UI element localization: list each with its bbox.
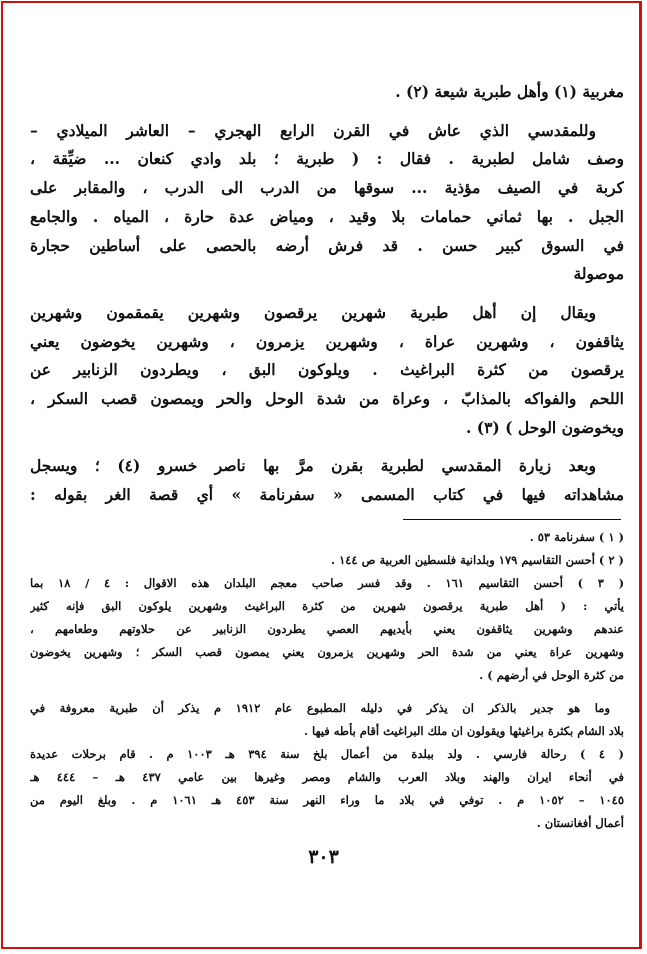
- footnote-line: يأتي : ( أهل طبرية يرقصون شهرين من كثرة البراغيث وشهرين يلوكون البق فإنه كثير: [30, 599, 624, 613]
- footnote-line: ( ٣ ) أحسن التقاسيم ١٦١ . وقد فسر صاحب معجم البلدان هذه الاقوال : ٤ / ١٨ بما: [30, 576, 624, 590]
- text-line: اللحم والفواكه بالمذابّ ، وعراة من شدة الوحل والحر ويمصون قصب السكر ،: [30, 389, 624, 409]
- paragraph-3: [30, 299, 624, 443]
- paragraph-1: [30, 78, 624, 107]
- footnote-separator: [403, 519, 621, 520]
- main-text: [30, 78, 624, 520]
- footnote-line: عندهم وشهرين يثاقفون يعني بأيديهم العصي يطردون الزنابير عن حلاوتهم وطعامهم ،: [30, 622, 624, 636]
- text-line: ويخوضون الوحل ) (٣) .: [465, 417, 624, 437]
- footnote-line: وما هو جدير بالذكر ان يذكر في دليله المطبوع عام ١٩١٢ م يذكر أن طبرية معروفة في: [30, 701, 610, 715]
- footnote-line: أعمال أفغانستان .: [536, 816, 624, 830]
- text-line: الجبل . بها ثماني حمامات بلا وقيد ، ومياض عدة حارة ، المياه . والجامع: [30, 206, 624, 226]
- footnote-line: في أنحاء ايران والهند وبلاد العرب والشام ومصر وغيرها بين عامي ٤٣٧ هـ – ٤٤٤ هـ: [30, 770, 624, 784]
- text-line: وبعد زيارة المقدسي لطبرية بقرن مرَّ بها ناصر خسرو (٤) ؛ ويسجل: [30, 456, 596, 476]
- paragraph-4: [30, 452, 624, 509]
- footnote-line: ( ١ ) سفرنامة ٥٣ .: [529, 530, 624, 544]
- page-number: ٣٠٣: [308, 846, 339, 868]
- footnotes: [30, 526, 624, 835]
- text-line: موصولة: [573, 264, 624, 284]
- text-line: مشاهداته فيها في كتاب المسمى « سفرنامة » أي قصة الغر بقوله :: [30, 485, 624, 505]
- footnote-line: ١٠٤٥ – ١٠٥٢ م . توفي في بلاد ما وراء النهر سنة ٤٥٣ هـ ١٠٦١ م . وبلغ اليوم من: [30, 793, 624, 807]
- footnote-line: وشهرين عراة يعني من شدة الحر وشهرين يزمرون يعني يمصون قصب السكر ؛ وشهرين يخوضون: [30, 645, 624, 659]
- footnote-line: ( ٤ ) رحالة فارسي . ولد ببلدة من أعمال بلخ سنة ٣٩٤ هـ ١٠٠٣ م . قام برحلات عديدة: [30, 747, 624, 761]
- text-line: وصف شامل لطبرية . فقال : ( طبرية ؛ بلد وادي كنعان ... ضيِّقة ،: [30, 149, 624, 169]
- text-line: كربة في الصيف مؤذية ... سوقها من الدرب الى الدرب ، والمقابر على: [30, 178, 624, 198]
- footnote-line: ( ٢ ) أحسن التقاسيم ١٧٩ وبلدانية فلسطين العربية ص ١٤٤ .: [331, 553, 624, 567]
- text-line: وللمقدسي الذي عاش في القرن الرابع الهجري – العاشر الميلادي –: [30, 120, 596, 140]
- text-line: يثاقفون ، وشهرين عراة ، وشهرين يزمرون ، وشهرين يخوضون يعني: [30, 331, 624, 351]
- paragraph-2: [30, 117, 624, 289]
- text-line: في السوق كبير حسن . قد فرش أرضه بالحصى على أساطين حجارة: [30, 235, 624, 255]
- text-line: ويقال إن أهل طبرية شهرين يرقصون وشهرين يقمقمون وشهرين: [30, 302, 596, 322]
- text-line: مغربية (١) وأهل طبرية شيعة (٢) .: [395, 82, 624, 101]
- footnote-gap: [30, 687, 624, 697]
- text-line: يرقصون من كثرة البراغيث . ويلوكون البق ، ويطردون الزنابير عن: [30, 360, 624, 380]
- footnote-line: بلاد الشام بكثرة براغيثها ويقولون ان ملك البراغيث أقام بأطه فيها .: [303, 724, 624, 738]
- footnote-line: من كثرة الوحل في أرضهم ) .: [479, 668, 624, 682]
